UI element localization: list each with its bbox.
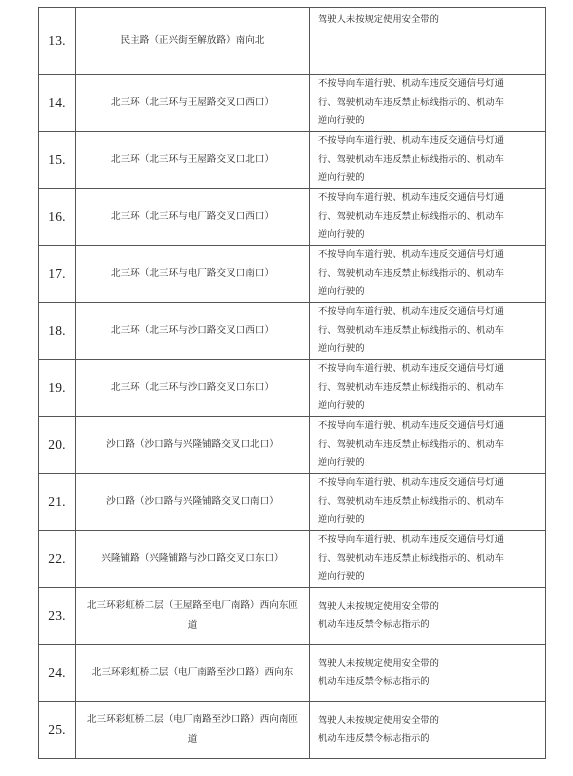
violation-line: 逆向行驶的 (318, 571, 365, 583)
violation-line: 行、驾驶机动车违反禁止标线指示的、机动车 (318, 381, 504, 393)
row-location: 兴隆铺路（兴隆铺路与沙口路交叉口东口） (76, 531, 310, 588)
row-violation (310, 303, 546, 360)
violation-line: 驾驶人未按规定使用安全带的 (318, 657, 439, 669)
violation-line: 不按导向车道行驶、机动车违反交通信号灯通 (318, 249, 504, 261)
row-location: 民主路（正兴街至解放路）南向北 (76, 8, 310, 75)
violation-line: 逆向行驶的 (318, 457, 365, 469)
row-location: 北三环彩虹桥二层（电厂南路至沙口路）西向东 (76, 645, 310, 702)
violation-line: 行、驾驶机动车违反禁止标线指示的、机动车 (318, 324, 504, 336)
violation-line: 机动车违反禁令标志指示的 (318, 619, 430, 630)
violation-line: 逆向行驶的 (318, 343, 365, 355)
row-number: 23. (39, 588, 76, 645)
row-number: 18. (39, 303, 76, 360)
table-row (39, 246, 546, 303)
row-location: 北三环（北三环与电厂路交叉口南口） (76, 246, 310, 303)
table-row (39, 75, 546, 132)
row-location: 北三环（北三环与沙口路交叉口东口） (76, 360, 310, 417)
table-row (39, 8, 546, 75)
row-number: 15. (39, 132, 76, 189)
violation-line: 行、驾驶机动车违反禁止标线指示的、机动车 (318, 495, 504, 507)
violation-line: 行、驾驶机动车违反禁止标线指示的、机动车 (318, 153, 504, 165)
table-row (39, 360, 546, 417)
row-violation (310, 360, 546, 417)
table-row (39, 303, 546, 360)
violation-line: 驾驶人未按规定使用安全带的 (318, 600, 439, 612)
table-row (39, 417, 546, 474)
row-violation (310, 246, 546, 303)
violation-line: 逆向行驶的 (318, 229, 365, 241)
violation-line: 逆向行驶的 (318, 172, 365, 184)
row-number: 24. (39, 645, 76, 702)
row-number: 19. (39, 360, 76, 417)
row-violation (310, 8, 546, 75)
row-number: 13. (39, 8, 76, 75)
table-row (39, 132, 546, 189)
violation-line: 逆向行驶的 (318, 115, 365, 127)
row-location: 北三环（北三环与电厂路交叉口西口） (76, 189, 310, 246)
violation-line: 不按导向车道行驶、机动车违反交通信号灯通 (318, 477, 504, 489)
table-row (39, 588, 546, 645)
row-number: 21. (39, 474, 76, 531)
row-violation (310, 189, 546, 246)
table-row (39, 474, 546, 531)
table-row (39, 645, 546, 702)
table-row (39, 702, 546, 759)
row-location: 北三环（北三环与沙口路交叉口西口） (76, 303, 310, 360)
row-violation (310, 75, 546, 132)
violation-line: 驾驶人未按规定使用安全带的 (318, 14, 439, 25)
row-number: 22. (39, 531, 76, 588)
violation-line: 驾驶人未按规定使用安全带的 (318, 714, 439, 726)
row-number: 17. (39, 246, 76, 303)
row-violation (310, 702, 546, 759)
table-body (39, 8, 546, 759)
violation-line: 行、驾驶机动车违反禁止标线指示的、机动车 (318, 552, 504, 564)
violation-line: 行、驾驶机动车违反禁止标线指示的、机动车 (318, 438, 504, 450)
row-number: 14. (39, 75, 76, 132)
violation-line: 逆向行驶的 (318, 514, 365, 526)
table-row (39, 189, 546, 246)
violation-line: 不按导向车道行驶、机动车违反交通信号灯通 (318, 534, 504, 546)
row-number: 16. (39, 189, 76, 246)
location-table (38, 7, 546, 759)
violation-line: 不按导向车道行驶、机动车违反交通信号灯通 (318, 420, 504, 432)
violation-line: 机动车违反禁令标志指示的 (318, 676, 430, 687)
row-location: 北三环彩虹桥二层（电厂南路至沙口路）西向南匝道 (76, 702, 310, 759)
violation-line: 逆向行驶的 (318, 400, 365, 412)
violation-line: 行、驾驶机动车违反禁止标线指示的、机动车 (318, 267, 504, 279)
row-violation (310, 645, 546, 702)
row-location: 北三环（北三环与王屋路交叉口西口） (76, 75, 310, 132)
row-location: 北三环（北三环与王屋路交叉口北口） (76, 132, 310, 189)
row-number: 25. (39, 702, 76, 759)
row-number: 20. (39, 417, 76, 474)
row-violation (310, 474, 546, 531)
row-violation (310, 588, 546, 645)
violation-line: 不按导向车道行驶、机动车违反交通信号灯通 (318, 78, 504, 90)
violation-line: 行、驾驶机动车违反禁止标线指示的、机动车 (318, 210, 504, 222)
row-location: 北三环彩虹桥二层（王屋路至电厂南路）西向东匝道 (76, 588, 310, 645)
row-location: 沙口路（沙口路与兴隆铺路交叉口南口） (76, 474, 310, 531)
table-row (39, 531, 546, 588)
row-location: 沙口路（沙口路与兴隆铺路交叉口北口） (76, 417, 310, 474)
row-violation (310, 531, 546, 588)
violation-line: 逆向行驶的 (318, 286, 365, 298)
row-violation (310, 132, 546, 189)
violation-line: 不按导向车道行驶、机动车违反交通信号灯通 (318, 192, 504, 204)
violation-line: 不按导向车道行驶、机动车违反交通信号灯通 (318, 363, 504, 375)
violation-line: 行、驾驶机动车违反禁止标线指示的、机动车 (318, 96, 504, 108)
violation-line: 不按导向车道行驶、机动车违反交通信号灯通 (318, 135, 504, 147)
violation-line: 机动车违反禁令标志指示的 (318, 733, 430, 744)
row-violation (310, 417, 546, 474)
violation-line: 不按导向车道行驶、机动车违反交通信号灯通 (318, 306, 504, 318)
